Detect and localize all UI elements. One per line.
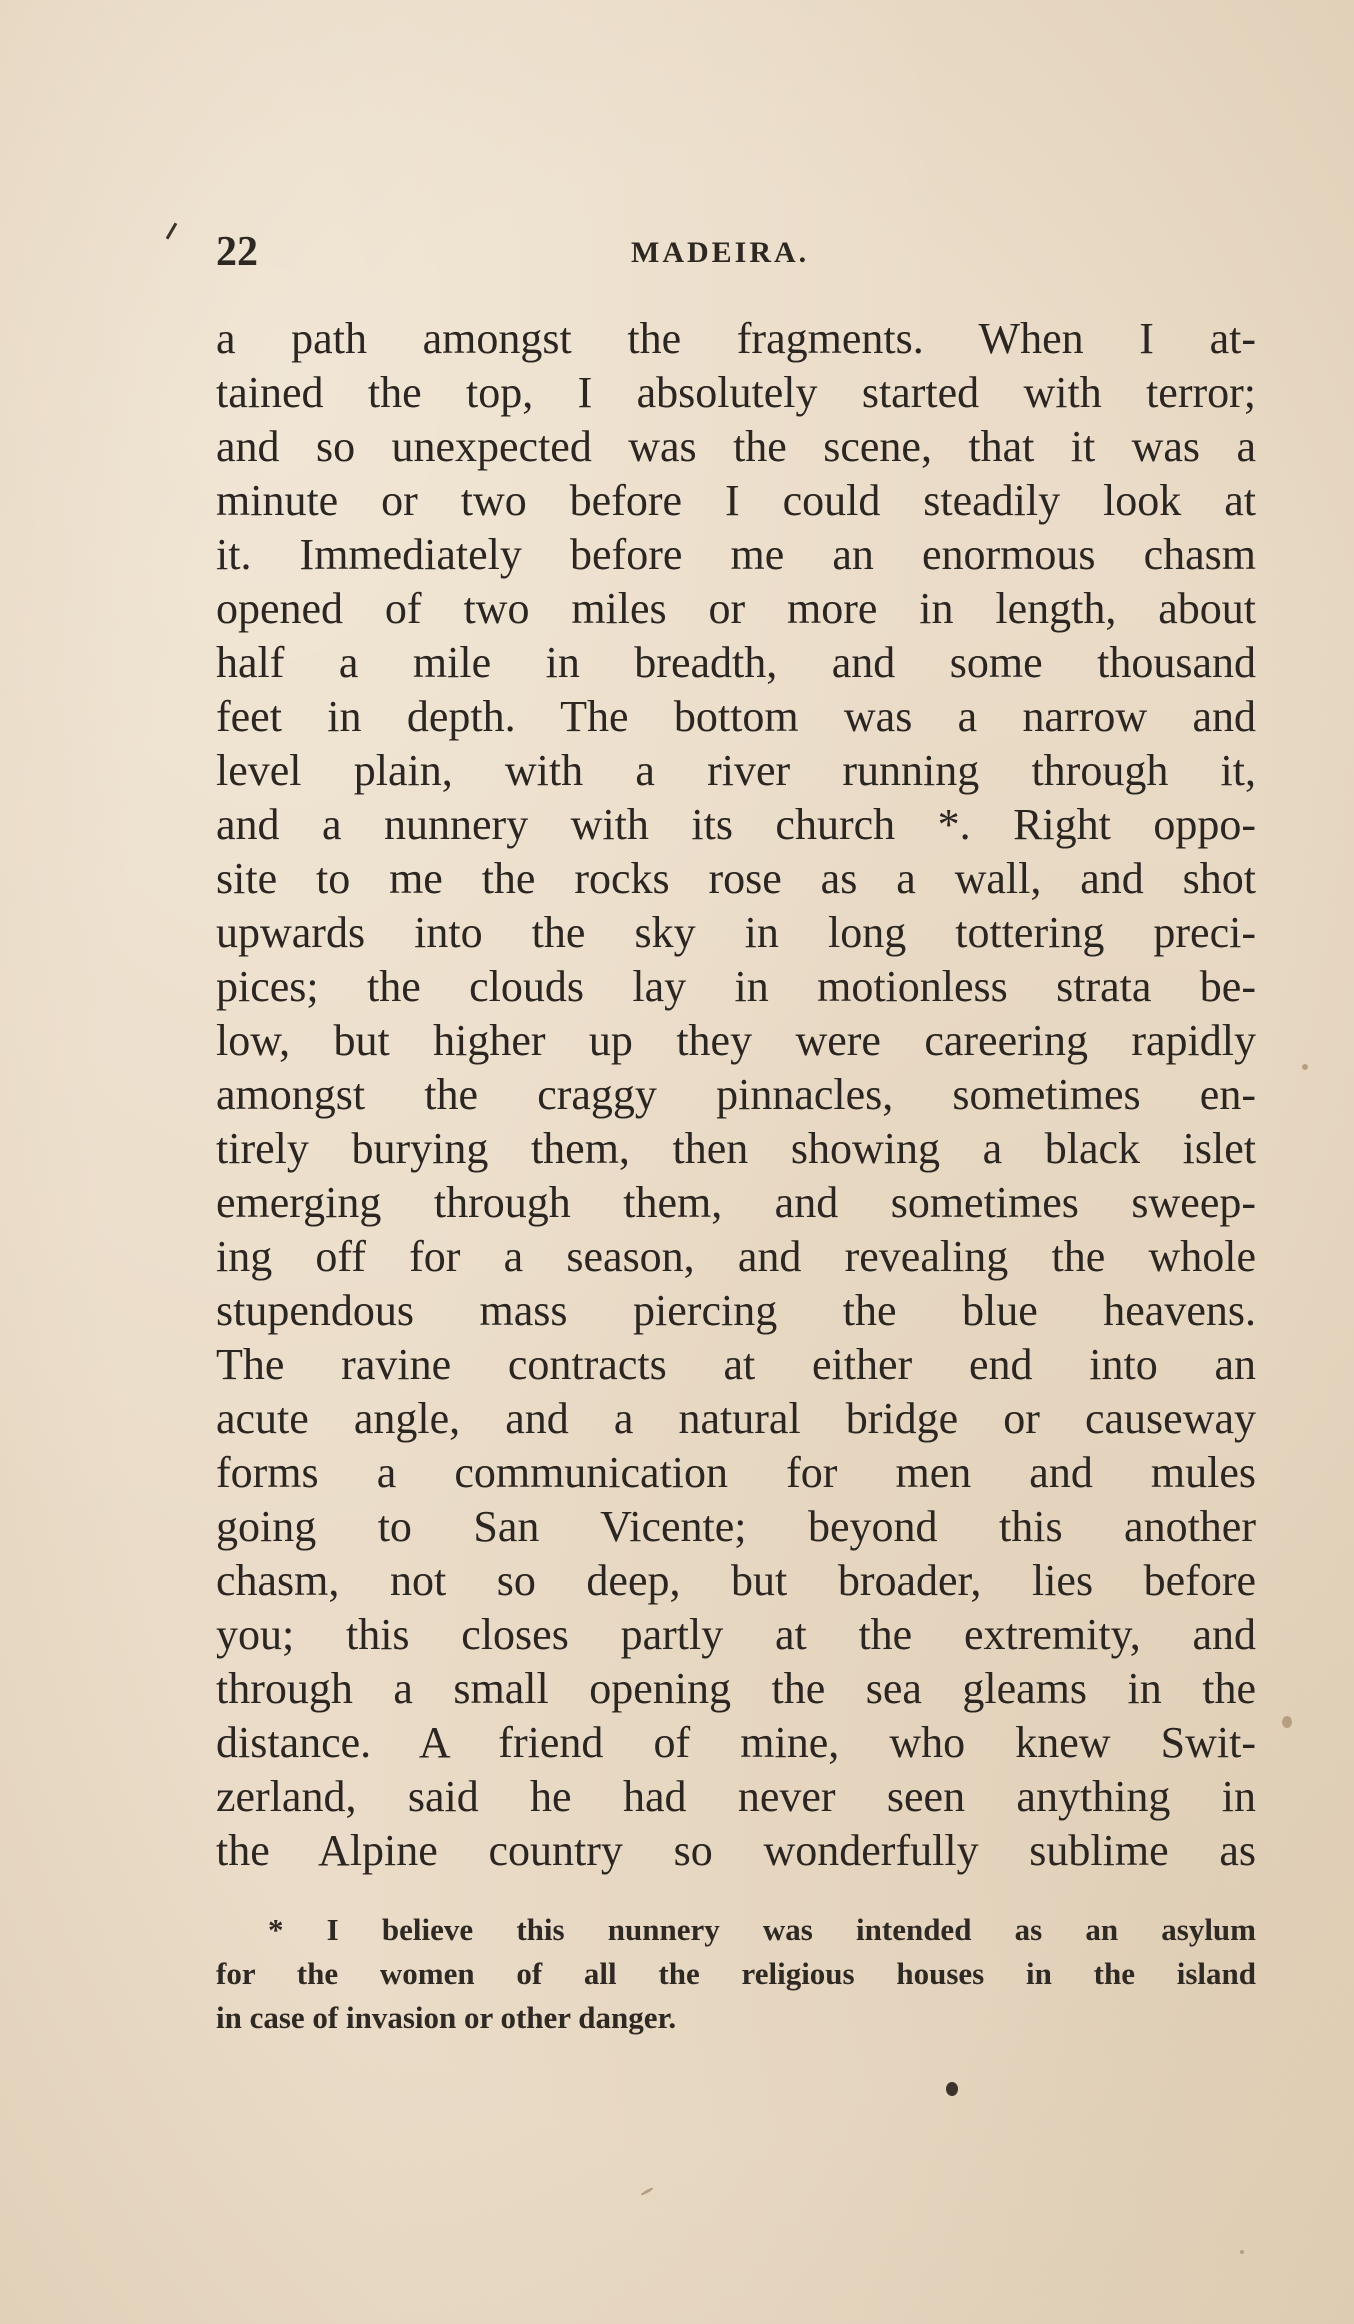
- text-line: distance. A friend of mine, who knew Swit-: [216, 1718, 1256, 1767]
- text-line: low, but higher up they were careering rapidly: [216, 1016, 1256, 1065]
- paper-speck: [1302, 1064, 1308, 1070]
- text-line: acute angle, and a natural bridge or causeway: [216, 1394, 1256, 1443]
- text-line: going to San Vicente; beyond this another: [216, 1502, 1256, 1551]
- text-line: feet in depth. The bottom was a narrow and: [216, 692, 1256, 741]
- text-line: you; this closes partly at the extremity, and: [216, 1610, 1256, 1659]
- ink-dot-ornament: [946, 2082, 958, 2096]
- text-line: upwards into the sky in long tottering preci-: [216, 908, 1256, 957]
- text-line: The ravine contracts at either end into an: [216, 1340, 1256, 1389]
- text-line: tirely burying them, then showing a black islet: [216, 1124, 1256, 1173]
- paper-speck: [1240, 2250, 1244, 2254]
- text-line: and a nunnery with its church *. Right oppo-: [216, 800, 1256, 849]
- paper-speck: [1282, 1716, 1292, 1728]
- page-header: [216, 228, 1256, 288]
- text-line: emerging through them, and sometimes sweep-: [216, 1178, 1256, 1227]
- text-line: minute or two before I could steadily look at: [216, 476, 1256, 525]
- text-line: ing off for a season, and revealing the whole: [216, 1232, 1256, 1281]
- footnote-line: * I believe this nunnery was intended as an asylum: [268, 1912, 1256, 1947]
- text-line: half a mile in breadth, and some thousand: [216, 638, 1256, 687]
- text-line: chasm, not so deep, but broader, lies before: [216, 1556, 1256, 1605]
- text-line: tained the top, I absolutely started with terror;: [216, 368, 1256, 417]
- text-line: site to me the rocks rose as a wall, and shot: [216, 854, 1256, 903]
- text-line: through a small opening the sea gleams in the: [216, 1664, 1256, 1713]
- text-line: forms a communication for men and mules: [216, 1448, 1256, 1497]
- paper-speck: [640, 2187, 654, 2197]
- text-line: pices; the clouds lay in motionless strata be-: [216, 962, 1256, 1011]
- text-line: level plain, with a river running through it,: [216, 746, 1256, 795]
- text-line: and so unexpected was the scene, that it was a: [216, 422, 1256, 471]
- text-line: opened of two miles or more in length, about: [216, 584, 1256, 633]
- running-head: MADEIRA.: [631, 236, 810, 269]
- pencil-mark: [166, 222, 178, 239]
- text-line: the Alpine country so wonderfully sublime as: [216, 1826, 1256, 1875]
- text-line: it. Immediately before me an enormous chasm: [216, 530, 1256, 579]
- footnote: [216, 1908, 1256, 2040]
- footnote-line: for the women of all the religious houses in the island: [216, 1956, 1256, 1991]
- text-line: a path amongst the fragments. When I at-: [216, 314, 1256, 363]
- text-line: amongst the craggy pinnacles, sometimes en-: [216, 1070, 1256, 1119]
- page-number: 22: [216, 229, 258, 275]
- footnote-line: in case of invasion or other danger.: [216, 2000, 677, 2035]
- text-line: zerland, said he had never seen anything in: [216, 1772, 1256, 1821]
- body-text: [216, 312, 1256, 1878]
- text-line: stupendous mass piercing the blue heavens.: [216, 1286, 1256, 1335]
